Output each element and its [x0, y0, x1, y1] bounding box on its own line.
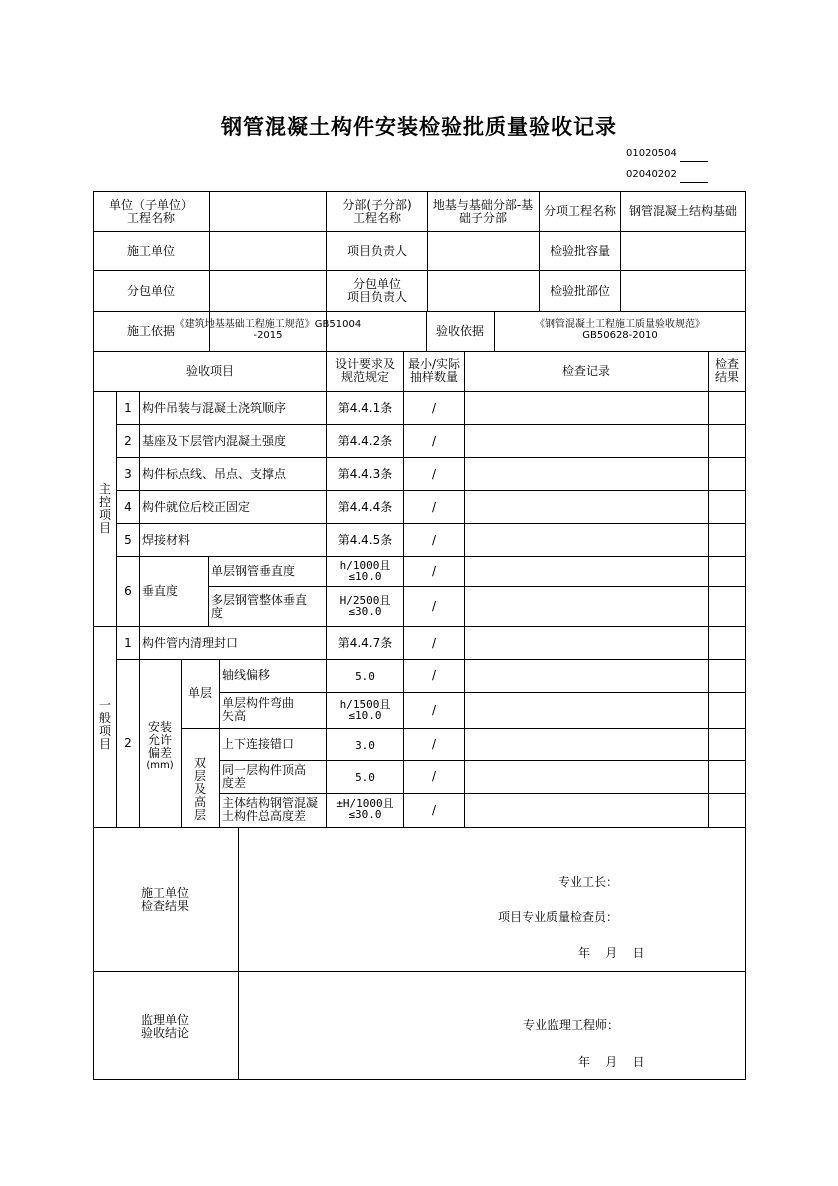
general-item-requirement: 第4.4.7条 — [337, 636, 393, 650]
deviation-row-name — [222, 797, 318, 823]
column-sample-line1: 最小/实际 — [407, 357, 461, 371]
deviation-row-name-line1: 主体结构钢管混凝 — [222, 796, 319, 810]
acceptance-basis-value-line1: 《钢管混凝土工程施工质量验收规范》 — [535, 319, 705, 330]
verticality-multi-name-line2: 度 — [211, 606, 224, 620]
supervisor-result-label-line2: 验收结论 — [140, 1026, 190, 1040]
deviation-row-requirement-line2: ≤30.0 — [348, 808, 382, 821]
main-item-no: 2 — [124, 434, 132, 448]
acceptance-basis-value — [535, 319, 705, 341]
inspector-signature-label: 项目专业质量检查员： — [498, 910, 619, 924]
code-underline-1 — [680, 161, 708, 162]
deviation-label-line3: 偏差 — [147, 746, 173, 760]
main-item-requirement: 第4.4.3条 — [337, 467, 393, 481]
project-manager-label: 项目负责人 — [346, 244, 408, 258]
main-item-name: 焊接材料 — [142, 533, 191, 547]
deviation-row-requirement — [329, 699, 401, 721]
deviation-row-name-line2: 度差 — [222, 776, 247, 790]
main-item-requirement: 第4.4.2条 — [337, 434, 393, 448]
general-item-sample: / — [431, 636, 437, 650]
acceptance-basis-value-line2: GB50628-2010 — [582, 330, 658, 341]
column-requirement-line2: 规范规定 — [340, 370, 390, 384]
single-layer-label: 单层 — [187, 686, 213, 700]
main-item-requirement: 第4.4.5条 — [337, 533, 393, 547]
deviation-row-name-line1: 同一层构件顶高 — [222, 763, 307, 777]
main-item-no: 4 — [124, 500, 132, 514]
construction-basis-label: 施工依据 — [126, 324, 176, 338]
code-underline-2 — [680, 182, 708, 183]
deviation-label — [146, 721, 173, 771]
main-item-sample: / — [431, 434, 437, 448]
contractor-result-label — [141, 887, 189, 913]
deviation-row-sample: / — [431, 737, 437, 751]
sub-division-value-line2: 础子分部 — [458, 211, 507, 225]
deviation-label-line4: (mm) — [146, 760, 174, 771]
form-code-1: 01020504 — [626, 148, 677, 159]
column-requirement — [335, 358, 395, 384]
deviation-row-name: 上下连接错口 — [222, 737, 295, 751]
deviation-row-name: 轴线偏移 — [222, 668, 271, 682]
construction-basis-value-line1: 《建筑地基基础工程施工规范》GB51004 — [174, 319, 362, 330]
column-result-line1: 检查 — [714, 357, 740, 371]
sub-manager-label — [347, 278, 407, 304]
verticality-multi-requirement-line2: ≤30.0 — [348, 605, 382, 618]
sub-division-value — [433, 199, 533, 225]
sub-division-value-line1: 地基与基础分部-基 — [432, 198, 534, 212]
verticality-name: 垂直度 — [142, 584, 179, 598]
contractor-result-label-line1: 施工单位 — [140, 886, 190, 900]
main-item-no: 5 — [124, 533, 132, 547]
construction-basis-value — [175, 319, 361, 341]
column-sample — [408, 358, 460, 384]
verticality-multi-requirement — [329, 595, 401, 617]
contractor-result-label-line2: 检查结果 — [140, 899, 190, 913]
deviation-row-requirement-line2: ≤10.0 — [348, 709, 382, 722]
main-item-name: 构件就位后校正固定 — [142, 500, 251, 514]
main-control-group-label: 主控项目 — [98, 482, 111, 535]
main-item-sample: / — [431, 467, 437, 481]
deviation-row-requirement: 3.0 — [355, 739, 375, 752]
deviation-row-sample: / — [431, 803, 437, 817]
main-item-sample: / — [431, 401, 437, 415]
verticality-single-requirement-line2: ≤10.0 — [348, 570, 382, 583]
verticality-multi-sample: / — [431, 599, 437, 613]
general-group-label: 一般项目 — [98, 698, 111, 751]
sub-item-label: 分项工程名称 — [543, 204, 617, 218]
deviation-row-requirement-line1: ±H/1000且 — [336, 797, 394, 810]
deviation-label-line2: 允许 — [147, 733, 173, 747]
contractor-label: 施工单位 — [126, 244, 176, 258]
inspection-form — [93, 191, 746, 1080]
subcontractor-label: 分包单位 — [126, 284, 176, 298]
main-item-requirement: 第4.4.4条 — [337, 500, 393, 514]
deviation-row-name-line2: 土构件总高度差 — [222, 809, 307, 823]
deviation-row-sample: / — [431, 769, 437, 783]
column-sample-line2: 抽样数量 — [409, 370, 459, 384]
verticality-multi-name-line1: 多层钢管整体垂直 — [211, 593, 308, 607]
deviation-no: 2 — [124, 736, 132, 750]
sub-manager-label-line2: 项目负责人 — [346, 290, 408, 304]
sub-division-label-line2: 工程名称 — [352, 211, 401, 225]
construction-basis-value-line2: -2015 — [253, 330, 283, 341]
main-item-sample: / — [431, 500, 437, 514]
supervisor-result-label-line1: 监理单位 — [140, 1013, 190, 1027]
deviation-row-requirement-line1: h/1500且 — [339, 698, 391, 711]
contractor-date: 年 月 日 — [578, 946, 645, 960]
main-item-no: 1 — [124, 401, 132, 415]
batch-capacity-label: 检验批容量 — [549, 244, 611, 258]
verticality-single-name: 单层钢管垂直度 — [211, 564, 296, 578]
form-code-2: 02040202 — [626, 169, 677, 180]
main-item-no: 3 — [124, 467, 132, 481]
foreman-signature-label: 专业工长： — [558, 875, 619, 889]
batch-location-label: 检验批部位 — [549, 284, 611, 298]
page-title: 钢管混凝土构件安装检验批质量验收记录 — [221, 115, 617, 139]
general-item-no: 1 — [124, 636, 132, 650]
sub-item-value: 钢管混凝土结构基础 — [628, 204, 738, 218]
deviation-row-requirement: 5.0 — [355, 670, 375, 683]
verticality-single-sample: / — [431, 564, 437, 578]
deviation-row-sample: / — [431, 703, 437, 717]
column-item: 验收项目 — [185, 364, 235, 378]
column-result-line2: 结果 — [714, 370, 740, 384]
deviation-row-name-line2: 矢高 — [222, 709, 247, 723]
main-item-name: 构件标点线、吊点、支撑点 — [142, 467, 287, 481]
sub-division-label — [342, 199, 411, 225]
sub-division-label-line1: 分部(子分部) — [342, 198, 412, 212]
deviation-row-name — [222, 764, 306, 790]
deviation-row-sample: / — [431, 668, 437, 682]
column-result — [715, 358, 739, 384]
deviation-label-line1: 安装 — [147, 720, 173, 734]
main-item-requirement: 第4.4.1条 — [337, 401, 393, 415]
general-item-name: 构件管内清理封口 — [142, 636, 239, 650]
sub-manager-label-line1: 分包单位 — [352, 277, 402, 291]
multi-layer-label: 双层及高层 — [193, 756, 206, 822]
verticality-no: 6 — [124, 584, 132, 598]
verticality-single-requirement — [329, 560, 401, 582]
column-record: 检查记录 — [561, 364, 611, 378]
unit-name-label — [109, 199, 193, 225]
main-item-name: 基座及下层管内混凝土强度 — [142, 434, 287, 448]
acceptance-basis-label: 验收依据 — [435, 324, 485, 338]
supervisor-result-label — [141, 1014, 189, 1040]
unit-name-label-line2: 工程名称 — [126, 211, 176, 225]
column-requirement-line1: 设计要求及 — [334, 357, 396, 371]
main-item-sample: / — [431, 533, 437, 547]
supervisor-engineer-label: 专业监理工程师： — [523, 1018, 620, 1032]
unit-name-label-line1: 单位（子单位） — [108, 198, 194, 212]
verticality-multi-name — [211, 594, 307, 620]
supervisor-date: 年 月 日 — [578, 1055, 645, 1069]
deviation-row-name — [222, 697, 294, 723]
deviation-row-requirement — [329, 798, 401, 820]
deviation-row-name-line1: 单层构件弯曲 — [222, 696, 295, 710]
main-item-name: 构件吊装与混凝土浇筑顺序 — [142, 401, 287, 415]
verticality-multi-requirement-line1: H/2500且 — [339, 594, 391, 607]
deviation-row-requirement: 5.0 — [355, 771, 375, 784]
verticality-single-requirement-line1: h/1000且 — [339, 559, 391, 572]
